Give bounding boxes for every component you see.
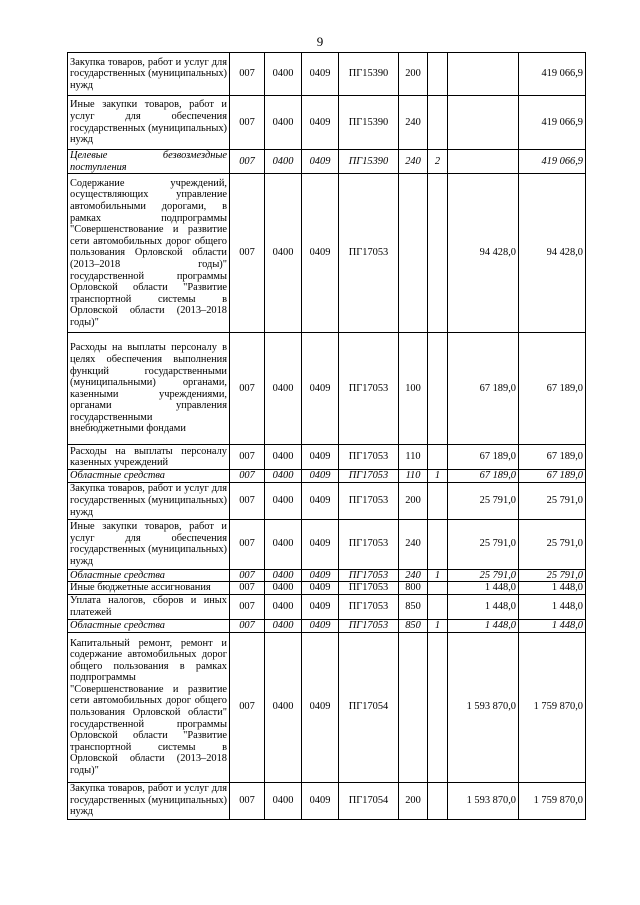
expense-type-code: 200 [399, 482, 428, 519]
amount-first-year: 1 448,0 [448, 582, 519, 595]
amount-first-year: 1 593 870,0 [448, 782, 519, 819]
table-row [68, 519, 586, 569]
table-row [68, 96, 586, 150]
table-row [68, 482, 586, 519]
ministry-code: 007 [230, 470, 265, 483]
row-name: Областные средства [68, 619, 230, 632]
source-code [428, 96, 448, 150]
ministry-code: 007 [230, 482, 265, 519]
amount-first-year: 1 593 870,0 [448, 632, 519, 782]
amount-second-year: 419 066,9 [519, 96, 586, 150]
amount-second-year: 94 428,0 [519, 174, 586, 333]
amount-second-year: 25 791,0 [519, 519, 586, 569]
amount-first-year [448, 96, 519, 150]
row-name: Иные закупки товаров, работ и услуг для обеспечения государственных (муниципальных) нужд [68, 519, 230, 569]
ministry-code: 007 [230, 519, 265, 569]
target-article-code: ПГ15390 [339, 96, 399, 150]
target-article-code: ПГ17053 [339, 569, 399, 582]
table-row [68, 594, 586, 619]
source-code [428, 445, 448, 470]
amount-second-year: 1 448,0 [519, 594, 586, 619]
amount-second-year: 1 448,0 [519, 582, 586, 595]
expense-type-code: 800 [399, 582, 428, 595]
ministry-code: 007 [230, 445, 265, 470]
section-code: 0400 [265, 333, 302, 445]
amount-first-year: 67 189,0 [448, 445, 519, 470]
expense-type-code: 240 [399, 519, 428, 569]
subsection-code: 0409 [302, 582, 339, 595]
amount-second-year: 1 759 870,0 [519, 632, 586, 782]
ministry-code: 007 [230, 594, 265, 619]
source-code [428, 582, 448, 595]
section-code: 0400 [265, 96, 302, 150]
amount-first-year [448, 53, 519, 96]
section-code: 0400 [265, 582, 302, 595]
section-code: 0400 [265, 632, 302, 782]
row-name: Закупка товаров, работ и услуг для государственных (муниципальных) нужд [68, 482, 230, 519]
target-article-code: ПГ17053 [339, 482, 399, 519]
expense-type-code: 240 [399, 150, 428, 174]
table-row [68, 632, 586, 782]
source-code [428, 519, 448, 569]
row-name: Областные средства [68, 470, 230, 483]
amount-second-year: 25 791,0 [519, 569, 586, 582]
amount-first-year: 1 448,0 [448, 594, 519, 619]
source-code [428, 53, 448, 96]
ministry-code: 007 [230, 782, 265, 819]
section-code: 0400 [265, 519, 302, 569]
page-number: 9 [316, 34, 324, 49]
ministry-code: 007 [230, 53, 265, 96]
section-code: 0400 [265, 150, 302, 174]
subsection-code: 0409 [302, 96, 339, 150]
section-code: 0400 [265, 569, 302, 582]
row-name: Расходы на выплаты персоналу казенных учреждений [68, 445, 230, 470]
section-code: 0400 [265, 53, 302, 96]
amount-first-year: 67 189,0 [448, 470, 519, 483]
section-code: 0400 [265, 782, 302, 819]
section-code: 0400 [265, 174, 302, 333]
ministry-code: 007 [230, 96, 265, 150]
target-article-code: ПГ17053 [339, 519, 399, 569]
amount-second-year: 67 189,0 [519, 333, 586, 445]
budget-table [67, 52, 586, 820]
ministry-code: 007 [230, 174, 265, 333]
row-name: Уплата налогов, сборов и иных платежей [68, 594, 230, 619]
subsection-code: 0409 [302, 619, 339, 632]
subsection-code: 0409 [302, 519, 339, 569]
amount-second-year: 67 189,0 [519, 445, 586, 470]
target-article-code: ПГ17053 [339, 619, 399, 632]
amount-second-year: 419 066,9 [519, 150, 586, 174]
subsection-code: 0409 [302, 569, 339, 582]
source-code [428, 632, 448, 782]
amount-second-year: 67 189,0 [519, 470, 586, 483]
ministry-code: 007 [230, 333, 265, 445]
subsection-code: 0409 [302, 445, 339, 470]
expense-type-code: 240 [399, 96, 428, 150]
target-article-code: ПГ17054 [339, 632, 399, 782]
amount-first-year: 94 428,0 [448, 174, 519, 333]
expense-type-code [399, 632, 428, 782]
amount-first-year: 25 791,0 [448, 482, 519, 519]
subsection-code: 0409 [302, 174, 339, 333]
table-row [68, 619, 586, 632]
target-article-code: ПГ17053 [339, 470, 399, 483]
subsection-code: 0409 [302, 782, 339, 819]
subsection-code: 0409 [302, 150, 339, 174]
subsection-code: 0409 [302, 482, 339, 519]
table-row [68, 445, 586, 470]
expense-type-code: 200 [399, 782, 428, 819]
row-name: Закупка товаров, работ и услуг для государственных (муниципальных) нужд [68, 782, 230, 819]
expense-type-code: 850 [399, 619, 428, 632]
expense-type-code [399, 174, 428, 333]
row-name: Расходы на выплаты персоналу в целях обеспечения выполнения функций государственными (муниципальными) органами, казенными учреждениями, органами управления государственными внебюджетными фондами [68, 333, 230, 445]
ministry-code: 007 [230, 619, 265, 632]
subsection-code: 0409 [302, 594, 339, 619]
ministry-code: 007 [230, 582, 265, 595]
amount-first-year: 67 189,0 [448, 333, 519, 445]
table-row [68, 782, 586, 819]
amount-first-year: 1 448,0 [448, 619, 519, 632]
table-row [68, 53, 586, 96]
amount-second-year: 25 791,0 [519, 482, 586, 519]
amount-second-year: 419 066,9 [519, 53, 586, 96]
row-name: Содержание учреждений, осуществляющих управление автомобильными дорогами, в рамках подпрограммы "Совершенствование и развитие сети автомобильных дорог общего пользования Орловской области (2013–2018 годы)" государственной программы Орловской области "Развитие транспортной системы в Орловской области (2013–2018 годы)" [68, 174, 230, 333]
target-article-code: ПГ17053 [339, 174, 399, 333]
budget-table-body [68, 53, 586, 820]
source-code [428, 333, 448, 445]
source-code [428, 174, 448, 333]
ministry-code: 007 [230, 150, 265, 174]
row-name: Областные средства [68, 569, 230, 582]
section-code: 0400 [265, 470, 302, 483]
amount-first-year [448, 150, 519, 174]
row-name: Закупка товаров, работ и услуг для государственных (муниципальных) нужд [68, 53, 230, 96]
amount-second-year: 1 448,0 [519, 619, 586, 632]
expense-type-code: 850 [399, 594, 428, 619]
target-article-code: ПГ15390 [339, 150, 399, 174]
target-article-code: ПГ15390 [339, 53, 399, 96]
source-code [428, 594, 448, 619]
table-row [68, 569, 586, 582]
target-article-code: ПГ17053 [339, 582, 399, 595]
section-code: 0400 [265, 445, 302, 470]
expense-type-code: 240 [399, 569, 428, 582]
table-row [68, 150, 586, 174]
amount-first-year: 25 791,0 [448, 519, 519, 569]
subsection-code: 0409 [302, 333, 339, 445]
ministry-code: 007 [230, 632, 265, 782]
table-row [68, 470, 586, 483]
expense-type-code: 200 [399, 53, 428, 96]
source-code: 1 [428, 470, 448, 483]
source-code: 1 [428, 619, 448, 632]
source-code [428, 782, 448, 819]
ministry-code: 007 [230, 569, 265, 582]
amount-second-year: 1 759 870,0 [519, 782, 586, 819]
section-code: 0400 [265, 594, 302, 619]
row-name: Иные бюджетные ассигнования [68, 582, 230, 595]
subsection-code: 0409 [302, 470, 339, 483]
source-code: 2 [428, 150, 448, 174]
expense-type-code: 110 [399, 445, 428, 470]
target-article-code: ПГ17054 [339, 782, 399, 819]
section-code: 0400 [265, 482, 302, 519]
subsection-code: 0409 [302, 632, 339, 782]
table-row [68, 582, 586, 595]
subsection-code: 0409 [302, 53, 339, 96]
expense-type-code: 100 [399, 333, 428, 445]
target-article-code: ПГ17053 [339, 594, 399, 619]
target-article-code: ПГ17053 [339, 445, 399, 470]
amount-first-year: 25 791,0 [448, 569, 519, 582]
expense-type-code: 110 [399, 470, 428, 483]
row-name: Целевые безвозмездные поступления [68, 150, 230, 174]
table-row [68, 174, 586, 333]
row-name: Иные закупки товаров, работ и услуг для обеспечения государственных (муниципальных) нужд [68, 96, 230, 150]
section-code: 0400 [265, 619, 302, 632]
target-article-code: ПГ17053 [339, 333, 399, 445]
source-code: 1 [428, 569, 448, 582]
source-code [428, 482, 448, 519]
table-row [68, 333, 586, 445]
row-name: Капитальный ремонт, ремонт и содержание автомобильных дорог общего пользования в рамках подпрограммы "Совершенствование и развитие сети автомобильных дорог общего пользования Орловской области" государственной программы Орловской области "Развитие транспортной системы в Орловской области (2013–2018 годы)" [68, 632, 230, 782]
